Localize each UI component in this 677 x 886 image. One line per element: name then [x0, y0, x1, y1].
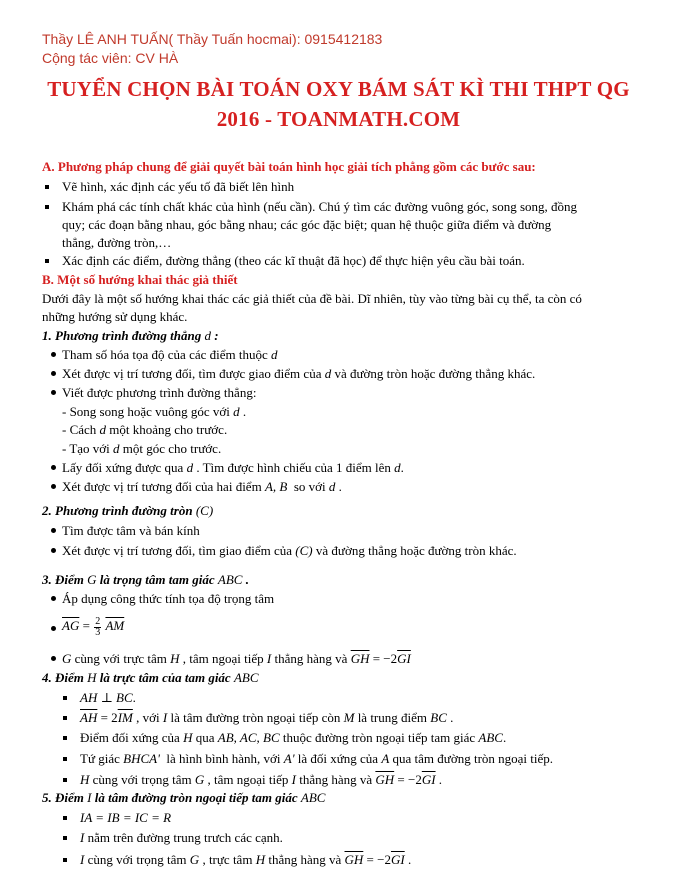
bullet-dot-icon [51, 528, 56, 533]
s1-bullet-4: Lấy đối xứng được qua d . Tìm được hình chiếu của 1 điểm lên d. [62, 460, 404, 475]
document-title-line2: 2016 - TOANMATH.COM [216, 107, 461, 131]
s1-bullet-2: Xét được vị trí tương đối, tìm được giao điểm của d và đường tròn hoặc đường thẳng khác. [62, 366, 536, 381]
s4-bullet-5: H cùng với trọng tâm G , tâm ngoại tiếp I thẳng hàng và $\overline{GH} = -2\overline{GI}$ . [80, 772, 443, 787]
subsection-1-heading: 1. Phương trình đường thẳng d : [42, 328, 219, 343]
section-a-bullet-1: Vẽ hình, xác định các yếu tố đã biết lên hình [62, 179, 295, 194]
s1-dash-1: - Song song hoặc vuông góc với d . [62, 404, 247, 419]
author-line: Thầy LÊ ANH TUẤN( Thầy Tuấn hocmai): 0915412183 [42, 31, 383, 47]
collaborator-line: Cộng tác viên: CV HÀ [42, 50, 179, 66]
bullet-square-icon [63, 778, 67, 782]
bullet-square-icon [45, 205, 49, 209]
s4-bullet-2: $\overline{AH} = 2\overline{IM}$ , với I là tâm đường tròn ngoại tiếp còn M là trung điểm BC . [80, 710, 454, 725]
s2-bullet-2: Xét được vị trí tương đối, tìm giao điểm của (C) và đường thẳng hoặc đường tròn khác. [62, 543, 517, 558]
s1-bullet-1: Tham số hóa tọa độ của các điểm thuộc d [62, 347, 278, 362]
section-a-heading: A. Phương pháp chung để giải quyết bài toán hình học giải tích phẳng gồm các bước sau: [42, 159, 536, 174]
bullet-dot-icon [51, 484, 56, 489]
s5-bullet-2: I nằm trên đường trung trưch các cạnh. [80, 830, 283, 845]
bullet-dot-icon [51, 465, 56, 470]
subsection-4-heading: 4. Điểm H là trực tâm của tam giác ABC [42, 670, 259, 685]
section-b-heading: B. Một số hướng khai thác giả thiết [42, 272, 238, 287]
section-b-intro-line2: những hướng sử dụng khác. [42, 309, 188, 324]
document-title-line1: TUYỂN CHỌN BÀI TOÁN OXY BÁM SÁT KÌ THI THPT QG [47, 77, 630, 101]
bullet-square-icon [63, 716, 67, 720]
section-a-bullet-2-line3: thẳng, đường tròn,… [62, 235, 172, 250]
s4-bullet-4: Tứ giác BHCA' là hình bình hành, với A' là đối xứng của A qua tâm đường tròn ngoại tiếp. [80, 751, 554, 766]
bullet-square-icon [63, 736, 67, 740]
bullet-square-icon [63, 858, 67, 862]
bullet-dot-icon [51, 371, 56, 376]
bullet-dot-icon [51, 548, 56, 553]
section-a-bullet-2-line2: quy; các đoạn bằng nhau, góc bằng nhau; các góc đặc biệt; quan hệ thuộc giữa điểm và đường [62, 217, 552, 232]
s3-bullet-3: G cùng với trực tâm H , tâm ngoại tiếp I thẳng hàng và $\overline{GH} = -2\overline{GI}$ [62, 651, 411, 666]
s5-bullet-1: IA = IB = IC = R [80, 810, 172, 825]
bullet-dot-icon [51, 390, 56, 395]
bullet-dot-icon [51, 626, 56, 631]
bullet-square-icon [45, 259, 49, 263]
subsection-5-heading: 5. Điểm I là tâm đường tròn ngoại tiếp tam giác ABC [42, 790, 326, 805]
subsection-2-heading: 2. Phương trình đường tròn (C) [42, 503, 214, 518]
s5-bullet-3: I cùng với trọng tâm G , trực tâm H thẳng hàng và $\overline{GH} = -2\overline{GI}$ . [80, 852, 412, 867]
bullet-square-icon [63, 696, 67, 700]
bullet-square-icon [63, 757, 67, 761]
bullet-square-icon [45, 185, 49, 189]
section-b-intro-line1: Dưới đây là một số hướng khai thác các giả thiết của đề bài. Dĩ nhiên, tùy vào từng bài cụ thể, ta còn có [42, 291, 582, 306]
s1-bullet-3: Viết được phương trình đường thẳng: [62, 385, 257, 400]
s3-centroid-formula: $\overline{AG}$ = $\frac{2}{3}$ $\overline{AM}$ [62, 615, 125, 638]
s1-bullet-5: Xét được vị trí tương đối của hai điểm A, B so với d . [62, 479, 342, 494]
bullet-dot-icon [51, 596, 56, 601]
bullet-dot-icon [51, 656, 56, 661]
s1-dash-2: - Cách d một khoảng cho trước. [62, 422, 228, 437]
s2-bullet-1: Tìm được tâm và bán kính [62, 523, 200, 538]
fraction: $\frac{2}{3}$ [95, 615, 101, 638]
s4-bullet-3: Điểm đối xứng của H qua AB, AC, BC thuộc đường tròn ngoại tiếp tam giác ABC. [80, 730, 507, 745]
section-a-bullet-3: Xác định các điểm, đường thẳng (theo các kĩ thuật đã học) để thực hiện yêu cầu bài toán. [62, 253, 525, 268]
s4-bullet-1: AH ⊥ BC. [80, 690, 136, 705]
bullet-dot-icon [51, 352, 56, 357]
section-a-bullet-2-line1: Khám phá các tính chất khác của hình (nếu cần). Chú ý tìm các đường vuông góc, song song, đồng [62, 199, 578, 214]
s3-bullet-1: Áp dụng công thức tính tọa độ trọng tâm [62, 591, 275, 606]
subsection-3-heading: 3. Điểm G là trọng tâm tam giác ABC . [42, 572, 249, 587]
s1-dash-3: - Tạo với d một góc cho trước. [62, 441, 222, 456]
bullet-square-icon [63, 816, 67, 820]
bullet-square-icon [63, 836, 67, 840]
